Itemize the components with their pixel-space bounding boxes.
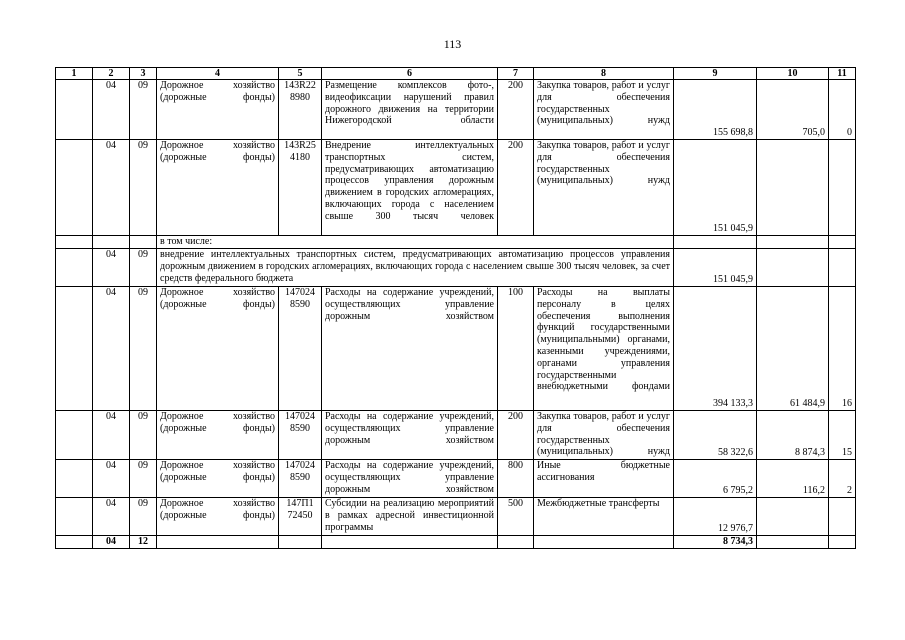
cell-type-name: Межбюджетные трансферты xyxy=(534,498,674,536)
cell-section: 04 xyxy=(93,498,130,536)
cell-subsection: 09 xyxy=(130,460,157,498)
cell-code: 147024 8590 xyxy=(279,411,322,460)
cell-type-code: 800 xyxy=(498,460,534,498)
cell-empty xyxy=(56,236,93,249)
cell-section: 04 xyxy=(93,287,130,411)
cell-amount-2 xyxy=(757,140,829,236)
cell-empty xyxy=(93,236,130,249)
cell-note: внедрение интеллектуальных транспортных систем, предусматривающих автоматизацию процессов управления дорожным движением в городских агломерациях, включающих города с населением свыше 300 тысяч человек, за счет средств федерального бюджета xyxy=(157,249,674,287)
cell-code: 143R22 8980 xyxy=(279,80,322,140)
cell-empty xyxy=(56,498,93,536)
cell-empty xyxy=(498,536,534,549)
budget-table xyxy=(55,67,856,549)
cell-amount: 6 795,2 xyxy=(674,460,757,498)
cell-type-name: Иные бюджетные ассигнования xyxy=(534,460,674,498)
cell-amount-2: 705,0 xyxy=(757,80,829,140)
cell-amount: 151 045,9 xyxy=(674,140,757,236)
cell-type-code: 500 xyxy=(498,498,534,536)
cell-empty xyxy=(56,460,93,498)
cell-section: 04 xyxy=(93,249,130,287)
cell-name: Дорожное хозяйство (дорожные фонды) xyxy=(157,80,279,140)
cell-amount: 155 698,8 xyxy=(674,80,757,140)
cell-type-code: 100 xyxy=(498,287,534,411)
cell-purpose: Расходы на содержание учреждений, осуществляющих управление дорожным хозяйством xyxy=(322,411,498,460)
cell-amount-2: 116,2 xyxy=(757,460,829,498)
header-cell: 4 xyxy=(157,68,279,80)
cell-empty xyxy=(56,140,93,236)
cell-empty xyxy=(56,411,93,460)
cell-amount: 8 734,3 xyxy=(674,536,757,549)
table-row xyxy=(56,249,856,287)
cell-amount: 12 976,7 xyxy=(674,498,757,536)
cell-amount: 394 133,3 xyxy=(674,287,757,411)
cell-empty xyxy=(56,287,93,411)
page-number: 113 xyxy=(443,37,462,51)
cell-empty xyxy=(56,536,93,549)
cell-empty xyxy=(757,536,829,549)
cell-section: 04 xyxy=(93,460,130,498)
cell-type-name: Закупка товаров, работ и услуг для обеспечения государственных (муниципальных) нужд xyxy=(534,411,674,460)
header-cell: 8 xyxy=(534,68,674,80)
cell-amount: 151 045,9 xyxy=(674,249,757,287)
table-row xyxy=(56,287,856,411)
cell-type-name: Закупка товаров, работ и услуг для обеспечения государственных (муниципальных) нужд xyxy=(534,140,674,236)
cell-purpose: Расходы на содержание учреждений, осуществляющих управление дорожным хозяйством xyxy=(322,287,498,411)
cell-name: Дорожное хозяйство (дорожные фонды) xyxy=(157,287,279,411)
cell-empty xyxy=(829,536,856,549)
cell-name: Дорожное хозяйство (дорожные фонды) xyxy=(157,140,279,236)
cell-empty xyxy=(279,536,322,549)
cell-empty xyxy=(829,236,856,249)
cell-purpose: Расходы на содержание учреждений, осуществляющих управление дорожным хозяйством xyxy=(322,460,498,498)
cell-empty xyxy=(757,249,829,287)
cell-subsection: 09 xyxy=(130,80,157,140)
cell-type-code: 200 xyxy=(498,411,534,460)
cell-empty xyxy=(829,249,856,287)
header-cell: 2 xyxy=(93,68,130,80)
table-row xyxy=(56,140,856,236)
cell-subsection: 09 xyxy=(130,498,157,536)
cell-code: 143R25 4180 xyxy=(279,140,322,236)
cell-amount-3: 15 xyxy=(829,411,856,460)
cell-empty xyxy=(674,236,757,249)
total-row xyxy=(56,536,856,549)
cell-empty xyxy=(534,536,674,549)
cell-amount-3 xyxy=(829,140,856,236)
cell-empty xyxy=(56,80,93,140)
cell-type-code: 200 xyxy=(498,80,534,140)
cell-empty xyxy=(322,536,498,549)
cell-subsection: 09 xyxy=(130,411,157,460)
cell-purpose: Внедрение интеллектуальных транспортных систем, предусматривающих автоматизацию процессов управления дорожным движением в городских агломерациях, включающих города с населением свыше 300 тысяч человек xyxy=(322,140,498,236)
table-row xyxy=(56,498,856,536)
cell-amount-2: 61 484,9 xyxy=(757,287,829,411)
header-cell: 10 xyxy=(757,68,829,80)
cell-section: 04 xyxy=(93,80,130,140)
cell-amount-2: 8 874,3 xyxy=(757,411,829,460)
cell-name: Дорожное хозяйство (дорожные фонды) xyxy=(157,460,279,498)
cell-amount-3 xyxy=(829,498,856,536)
cell-purpose: Субсидии на реализацию мероприятий в рамках адресной инвестиционной программы xyxy=(322,498,498,536)
table-row xyxy=(56,80,856,140)
cell-subsection: 09 xyxy=(130,249,157,287)
header-cell: 9 xyxy=(674,68,757,80)
header-cell: 3 xyxy=(130,68,157,80)
header-row xyxy=(56,68,856,80)
header-cell: 11 xyxy=(829,68,856,80)
cell-code: 147024 8590 xyxy=(279,460,322,498)
in-total-label: в том числе: xyxy=(157,236,674,249)
table-row xyxy=(56,236,856,249)
header-cell: 6 xyxy=(322,68,498,80)
table-row xyxy=(56,411,856,460)
cell-type-name: Расходы на выплаты персоналу в целях обеспечения выполнения функций государственными (муниципальными) органами, казенными учреждениями, органами управления государственными внебюджетными фондами xyxy=(534,287,674,411)
cell-section: 04 xyxy=(93,411,130,460)
cell-name: Дорожное хозяйство (дорожные фонды) xyxy=(157,498,279,536)
header-cell: 1 xyxy=(56,68,93,80)
cell-type-code: 200 xyxy=(498,140,534,236)
cell-empty xyxy=(757,236,829,249)
cell-amount: 58 322,6 xyxy=(674,411,757,460)
cell-empty xyxy=(130,236,157,249)
cell-type-name: Закупка товаров, работ и услуг для обеспечения государственных (муниципальных) нужд xyxy=(534,80,674,140)
cell-amount-3: 0 xyxy=(829,80,856,140)
cell-subsection: 12 xyxy=(130,536,157,549)
cell-name: Дорожное хозяйство (дорожные фонды) xyxy=(157,411,279,460)
cell-amount-3: 2 xyxy=(829,460,856,498)
cell-section: 04 xyxy=(93,536,130,549)
cell-code: 147П1 72450 xyxy=(279,498,322,536)
header-cell: 5 xyxy=(279,68,322,80)
cell-empty xyxy=(56,249,93,287)
cell-purpose: Размещение комплексов фото-, видеофиксации нарушений правил дорожного движения на территории Нижегородской области xyxy=(322,80,498,140)
header-cell: 7 xyxy=(498,68,534,80)
cell-code: 147024 8590 xyxy=(279,287,322,411)
cell-empty xyxy=(157,536,279,549)
cell-subsection: 09 xyxy=(130,287,157,411)
cell-amount-3: 16 xyxy=(829,287,856,411)
cell-amount-2 xyxy=(757,498,829,536)
table-row xyxy=(56,460,856,498)
cell-section: 04 xyxy=(93,140,130,236)
cell-subsection: 09 xyxy=(130,140,157,236)
